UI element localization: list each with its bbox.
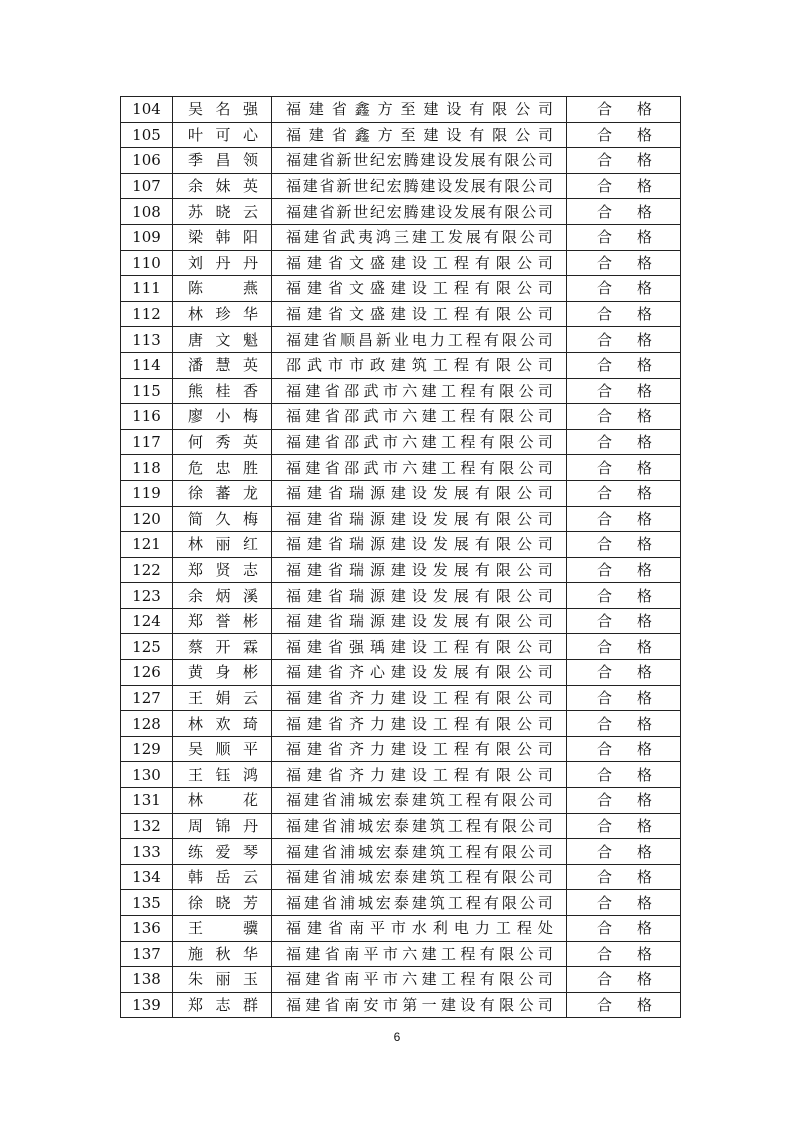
result-text: 合 格 — [597, 842, 652, 861]
company-name: 福 建 省 文 盛 建 设 工 程 有 限 公 司 — [286, 305, 553, 324]
table-row — [121, 736, 681, 762]
table-row — [121, 378, 681, 404]
row-number: 137 — [121, 941, 173, 967]
company-name-cell — [272, 224, 567, 250]
company-name-cell — [272, 660, 567, 686]
row-number: 117 — [121, 429, 173, 455]
table-row — [121, 480, 681, 506]
person-name-cell — [173, 276, 272, 302]
row-number: 135 — [121, 890, 173, 916]
company-name-cell — [272, 250, 567, 276]
result-cell — [567, 813, 681, 839]
company-name: 邵 武 市 市 政 建 筑 工 程 有 限 公 司 — [286, 356, 553, 375]
row-number: 124 — [121, 608, 173, 634]
row-number: 128 — [121, 711, 173, 737]
table-row — [121, 557, 681, 583]
result-cell — [567, 404, 681, 430]
person-name-cell — [173, 839, 272, 865]
result-text: 合 格 — [597, 791, 652, 810]
row-number: 109 — [121, 224, 173, 250]
row-number: 104 — [121, 97, 173, 123]
result-text: 合 格 — [597, 330, 652, 349]
result-cell — [567, 250, 681, 276]
result-cell — [567, 455, 681, 481]
company-name: 福 建 省 鑫 方 至 建 设 有 限 公 司 — [286, 100, 553, 119]
row-number: 130 — [121, 762, 173, 788]
person-name-cell — [173, 404, 272, 430]
table-row — [121, 173, 681, 199]
company-name-cell — [272, 813, 567, 839]
row-number: 139 — [121, 992, 173, 1018]
results-table — [120, 96, 681, 1018]
person-name-cell — [173, 941, 272, 967]
result-text: 合 格 — [597, 970, 652, 989]
company-name-cell — [272, 967, 567, 993]
person-name: 韩 岳 云 — [188, 868, 258, 887]
company-name: 福 建 省 齐 力 建 设 工 程 有 限 公 司 — [286, 740, 553, 759]
row-number: 119 — [121, 480, 173, 506]
person-name: 熊 桂 香 — [188, 381, 258, 400]
company-name: 福 建 省 鑫 方 至 建 设 有 限 公 司 — [286, 125, 553, 144]
row-number: 105 — [121, 122, 173, 148]
result-text: 合 格 — [597, 893, 652, 912]
person-name: 林 欢 琦 — [188, 714, 258, 733]
company-name-cell — [272, 634, 567, 660]
person-name-cell — [173, 634, 272, 660]
table-row — [121, 455, 681, 481]
person-name: 王 娟 云 — [188, 688, 258, 707]
result-cell — [567, 864, 681, 890]
result-text: 合 格 — [597, 996, 652, 1015]
person-name: 余 妹 英 — [188, 177, 258, 196]
company-name: 福 建 省 瑞 源 建 设 发 展 有 限 公 司 — [286, 535, 553, 554]
company-name-cell — [272, 532, 567, 558]
result-cell — [567, 890, 681, 916]
person-name: 唐 文 魁 — [188, 330, 258, 349]
result-text: 合 格 — [597, 714, 652, 733]
person-name-cell — [173, 455, 272, 481]
person-name-cell — [173, 250, 272, 276]
company-name: 福 建 省 瑞 源 建 设 发 展 有 限 公 司 — [286, 586, 553, 605]
result-text: 合 格 — [597, 765, 652, 784]
company-name: 福 建 省 浦 城 宏 泰 建 筑 工 程 有 限 公 司 — [286, 868, 553, 887]
person-name: 简 久 梅 — [188, 509, 258, 528]
person-name-cell — [173, 148, 272, 174]
result-cell — [567, 480, 681, 506]
result-cell — [567, 557, 681, 583]
result-text: 合 格 — [597, 177, 652, 196]
row-number: 116 — [121, 404, 173, 430]
table-row — [121, 711, 681, 737]
company-name-cell — [272, 378, 567, 404]
table-row — [121, 864, 681, 890]
company-name-cell — [272, 762, 567, 788]
result-cell — [567, 762, 681, 788]
company-name-cell — [272, 173, 567, 199]
company-name: 福 建 省 新 世 纪 宏 腾 建 设 发 展 有 限 公 司 — [286, 202, 553, 221]
company-name-cell — [272, 301, 567, 327]
result-text: 合 格 — [597, 612, 652, 631]
table-row — [121, 532, 681, 558]
table-row — [121, 301, 681, 327]
row-number: 112 — [121, 301, 173, 327]
person-name: 刘 丹 丹 — [188, 253, 258, 272]
result-text: 合 格 — [597, 407, 652, 426]
result-cell — [567, 199, 681, 225]
table-row — [121, 685, 681, 711]
person-name: 苏 晓 云 — [188, 202, 258, 221]
person-name: 朱 丽 玉 — [188, 970, 258, 989]
company-name-cell — [272, 608, 567, 634]
company-name: 福 建 省 南 平 市 六 建 工 程 有 限 公 司 — [286, 944, 553, 963]
table-row — [121, 506, 681, 532]
person-name: 练 爱 琴 — [188, 842, 258, 861]
result-text: 合 格 — [597, 944, 652, 963]
result-cell — [567, 327, 681, 353]
result-cell — [567, 276, 681, 302]
person-name: 叶 可 心 — [188, 125, 258, 144]
company-name-cell — [272, 583, 567, 609]
result-cell — [567, 967, 681, 993]
result-text: 合 格 — [597, 868, 652, 887]
company-name-cell — [272, 429, 567, 455]
result-text: 合 格 — [597, 100, 652, 119]
result-cell — [567, 788, 681, 814]
result-text: 合 格 — [597, 151, 652, 170]
result-cell — [567, 352, 681, 378]
company-name-cell — [272, 890, 567, 916]
person-name-cell — [173, 711, 272, 737]
person-name: 廖 小 梅 — [188, 407, 258, 426]
company-name: 福 建 省 浦 城 宏 泰 建 筑 工 程 有 限 公 司 — [286, 791, 553, 810]
row-number: 114 — [121, 352, 173, 378]
table-row — [121, 429, 681, 455]
result-cell — [567, 97, 681, 123]
company-name-cell — [272, 916, 567, 942]
company-name-cell — [272, 864, 567, 890]
company-name-cell — [272, 148, 567, 174]
table-row — [121, 97, 681, 123]
table-row — [121, 992, 681, 1018]
person-name: 徐 蕃 龙 — [188, 484, 258, 503]
result-text: 合 格 — [597, 740, 652, 759]
table-row — [121, 890, 681, 916]
result-text: 合 格 — [597, 433, 652, 452]
table-row — [121, 941, 681, 967]
person-name: 徐 晓 芳 — [188, 893, 258, 912]
company-name: 福 建 省 邵 武 市 六 建 工 程 有 限 公 司 — [286, 407, 553, 426]
row-number: 134 — [121, 864, 173, 890]
person-name: 梁 韩 阳 — [188, 228, 258, 247]
person-name: 林 花 — [188, 791, 258, 810]
table-row — [121, 327, 681, 353]
row-number: 108 — [121, 199, 173, 225]
result-text: 合 格 — [597, 663, 652, 682]
person-name: 王 骥 — [188, 919, 258, 938]
person-name: 施 秋 华 — [188, 944, 258, 963]
result-cell — [567, 685, 681, 711]
table-row — [121, 250, 681, 276]
person-name-cell — [173, 224, 272, 250]
person-name-cell — [173, 97, 272, 123]
row-number: 118 — [121, 455, 173, 481]
result-cell — [567, 992, 681, 1018]
company-name-cell — [272, 557, 567, 583]
company-name: 福 建 省 顺 昌 新 业 电 力 工 程 有 限 公 司 — [286, 330, 553, 349]
result-text: 合 格 — [597, 560, 652, 579]
company-name: 福 建 省 新 世 纪 宏 腾 建 设 发 展 有 限 公 司 — [286, 177, 553, 196]
result-cell — [567, 634, 681, 660]
result-text: 合 格 — [597, 253, 652, 272]
row-number: 111 — [121, 276, 173, 302]
table-row — [121, 122, 681, 148]
table-row — [121, 276, 681, 302]
company-name: 福 建 省 武 夷 鸿 三 建 工 发 展 有 限 公 司 — [286, 228, 553, 247]
table-row — [121, 762, 681, 788]
table-row — [121, 967, 681, 993]
row-number: 120 — [121, 506, 173, 532]
result-cell — [567, 711, 681, 737]
company-name-cell — [272, 97, 567, 123]
row-number: 125 — [121, 634, 173, 660]
result-cell — [567, 608, 681, 634]
result-text: 合 格 — [597, 535, 652, 554]
row-number: 138 — [121, 967, 173, 993]
person-name-cell — [173, 992, 272, 1018]
person-name-cell — [173, 557, 272, 583]
row-number: 132 — [121, 813, 173, 839]
company-name-cell — [272, 199, 567, 225]
result-text: 合 格 — [597, 356, 652, 375]
results-table-body — [121, 97, 681, 1018]
company-name: 福 建 省 南 平 市 六 建 工 程 有 限 公 司 — [286, 970, 553, 989]
result-cell — [567, 916, 681, 942]
company-name: 福 建 省 南 安 市 第 一 建 设 有 限 公 司 — [286, 996, 553, 1015]
result-cell — [567, 301, 681, 327]
row-number: 122 — [121, 557, 173, 583]
person-name-cell — [173, 378, 272, 404]
company-name: 福 建 省 瑞 源 建 设 发 展 有 限 公 司 — [286, 612, 553, 631]
company-name-cell — [272, 122, 567, 148]
result-cell — [567, 429, 681, 455]
company-name-cell — [272, 352, 567, 378]
company-name: 福 建 省 瑞 源 建 设 发 展 有 限 公 司 — [286, 484, 553, 503]
row-number: 121 — [121, 532, 173, 558]
person-name-cell — [173, 864, 272, 890]
result-cell — [567, 660, 681, 686]
person-name-cell — [173, 506, 272, 532]
result-cell — [567, 583, 681, 609]
row-number: 115 — [121, 378, 173, 404]
result-cell — [567, 148, 681, 174]
company-name: 福 建 省 齐 力 建 设 工 程 有 限 公 司 — [286, 688, 553, 707]
company-name: 福 建 省 强 瑀 建 设 工 程 有 限 公 司 — [286, 637, 553, 656]
row-number: 127 — [121, 685, 173, 711]
table-row — [121, 634, 681, 660]
person-name-cell — [173, 480, 272, 506]
company-name: 福 建 省 浦 城 宏 泰 建 筑 工 程 有 限 公 司 — [286, 893, 553, 912]
company-name-cell — [272, 404, 567, 430]
result-cell — [567, 532, 681, 558]
row-number: 126 — [121, 660, 173, 686]
company-name-cell — [272, 736, 567, 762]
person-name-cell — [173, 122, 272, 148]
company-name: 福 建 省 浦 城 宏 泰 建 筑 工 程 有 限 公 司 — [286, 816, 553, 835]
person-name-cell — [173, 685, 272, 711]
result-cell — [567, 378, 681, 404]
company-name: 福 建 省 文 盛 建 设 工 程 有 限 公 司 — [286, 279, 553, 298]
row-number: 106 — [121, 148, 173, 174]
result-text: 合 格 — [597, 919, 652, 938]
person-name: 郑 贤 志 — [188, 560, 258, 579]
result-cell — [567, 173, 681, 199]
result-text: 合 格 — [597, 202, 652, 221]
person-name: 危 忠 胜 — [188, 458, 258, 477]
person-name: 何 秀 英 — [188, 433, 258, 452]
company-name-cell — [272, 685, 567, 711]
page-number: 6 — [393, 1030, 401, 1044]
person-name-cell — [173, 788, 272, 814]
person-name-cell — [173, 327, 272, 353]
person-name: 吴 名 强 — [188, 100, 258, 119]
result-cell — [567, 736, 681, 762]
result-text: 合 格 — [597, 816, 652, 835]
row-number: 136 — [121, 916, 173, 942]
person-name: 吴 顺 平 — [188, 740, 258, 759]
company-name: 福 建 省 齐 力 建 设 工 程 有 限 公 司 — [286, 765, 553, 784]
company-name-cell — [272, 992, 567, 1018]
company-name-cell — [272, 276, 567, 302]
result-text: 合 格 — [597, 228, 652, 247]
result-cell — [567, 224, 681, 250]
row-number: 123 — [121, 583, 173, 609]
person-name: 郑 誉 彬 — [188, 612, 258, 631]
company-name-cell — [272, 455, 567, 481]
person-name-cell — [173, 583, 272, 609]
company-name-cell — [272, 711, 567, 737]
result-cell — [567, 941, 681, 967]
person-name-cell — [173, 736, 272, 762]
company-name-cell — [272, 839, 567, 865]
company-name-cell — [272, 480, 567, 506]
company-name: 福 建 省 新 世 纪 宏 腾 建 设 发 展 有 限 公 司 — [286, 151, 553, 170]
person-name-cell — [173, 916, 272, 942]
person-name: 郑 志 群 — [188, 996, 258, 1015]
person-name-cell — [173, 813, 272, 839]
company-name: 福 建 省 瑞 源 建 设 发 展 有 限 公 司 — [286, 560, 553, 579]
company-name: 福 建 省 邵 武 市 六 建 工 程 有 限 公 司 — [286, 458, 553, 477]
company-name-cell — [272, 327, 567, 353]
company-name-cell — [272, 506, 567, 532]
company-name: 福 建 省 齐 心 建 设 发 展 有 限 公 司 — [286, 663, 553, 682]
company-name: 福 建 省 邵 武 市 六 建 工 程 有 限 公 司 — [286, 433, 553, 452]
result-text: 合 格 — [597, 305, 652, 324]
person-name: 陈 燕 — [188, 279, 258, 298]
person-name-cell — [173, 608, 272, 634]
person-name: 黄 身 彬 — [188, 663, 258, 682]
table-row — [121, 224, 681, 250]
person-name-cell — [173, 199, 272, 225]
table-row — [121, 404, 681, 430]
person-name-cell — [173, 967, 272, 993]
company-name: 福 建 省 齐 力 建 设 工 程 有 限 公 司 — [286, 714, 553, 733]
table-row — [121, 583, 681, 609]
table-row — [121, 813, 681, 839]
row-number: 131 — [121, 788, 173, 814]
result-text: 合 格 — [597, 688, 652, 707]
table-row — [121, 839, 681, 865]
table-row — [121, 788, 681, 814]
result-text: 合 格 — [597, 458, 652, 477]
result-text: 合 格 — [597, 279, 652, 298]
company-name-cell — [272, 788, 567, 814]
result-text: 合 格 — [597, 637, 652, 656]
person-name-cell — [173, 173, 272, 199]
result-text: 合 格 — [597, 586, 652, 605]
company-name: 福 建 省 南 平 市 水 利 电 力 工 程 处 — [286, 919, 553, 938]
result-text: 合 格 — [597, 125, 652, 144]
person-name-cell — [173, 890, 272, 916]
person-name-cell — [173, 301, 272, 327]
person-name-cell — [173, 352, 272, 378]
person-name: 林 珍 华 — [188, 305, 258, 324]
person-name-cell — [173, 762, 272, 788]
result-text: 合 格 — [597, 484, 652, 503]
person-name: 林 丽 红 — [188, 535, 258, 554]
company-name: 福 建 省 浦 城 宏 泰 建 筑 工 程 有 限 公 司 — [286, 842, 553, 861]
person-name: 周 锦 丹 — [188, 816, 258, 835]
table-row — [121, 148, 681, 174]
table-row — [121, 916, 681, 942]
result-cell — [567, 839, 681, 865]
result-cell — [567, 122, 681, 148]
row-number: 107 — [121, 173, 173, 199]
table-row — [121, 608, 681, 634]
person-name-cell — [173, 532, 272, 558]
person-name: 季 昌 领 — [188, 151, 258, 170]
company-name: 福 建 省 瑞 源 建 设 发 展 有 限 公 司 — [286, 509, 553, 528]
table-row — [121, 199, 681, 225]
row-number: 113 — [121, 327, 173, 353]
company-name-cell — [272, 941, 567, 967]
company-name: 福 建 省 邵 武 市 六 建 工 程 有 限 公 司 — [286, 381, 553, 400]
row-number: 110 — [121, 250, 173, 276]
result-cell — [567, 506, 681, 532]
person-name-cell — [173, 429, 272, 455]
person-name-cell — [173, 660, 272, 686]
table-row — [121, 660, 681, 686]
row-number: 129 — [121, 736, 173, 762]
person-name: 王 钰 鸿 — [188, 765, 258, 784]
table-row — [121, 352, 681, 378]
result-text: 合 格 — [597, 509, 652, 528]
person-name: 蔡 开 霖 — [188, 637, 258, 656]
row-number: 133 — [121, 839, 173, 865]
result-text: 合 格 — [597, 381, 652, 400]
person-name: 潘 慧 英 — [188, 356, 258, 375]
person-name: 余 炳 溪 — [188, 586, 258, 605]
company-name: 福 建 省 文 盛 建 设 工 程 有 限 公 司 — [286, 253, 553, 272]
